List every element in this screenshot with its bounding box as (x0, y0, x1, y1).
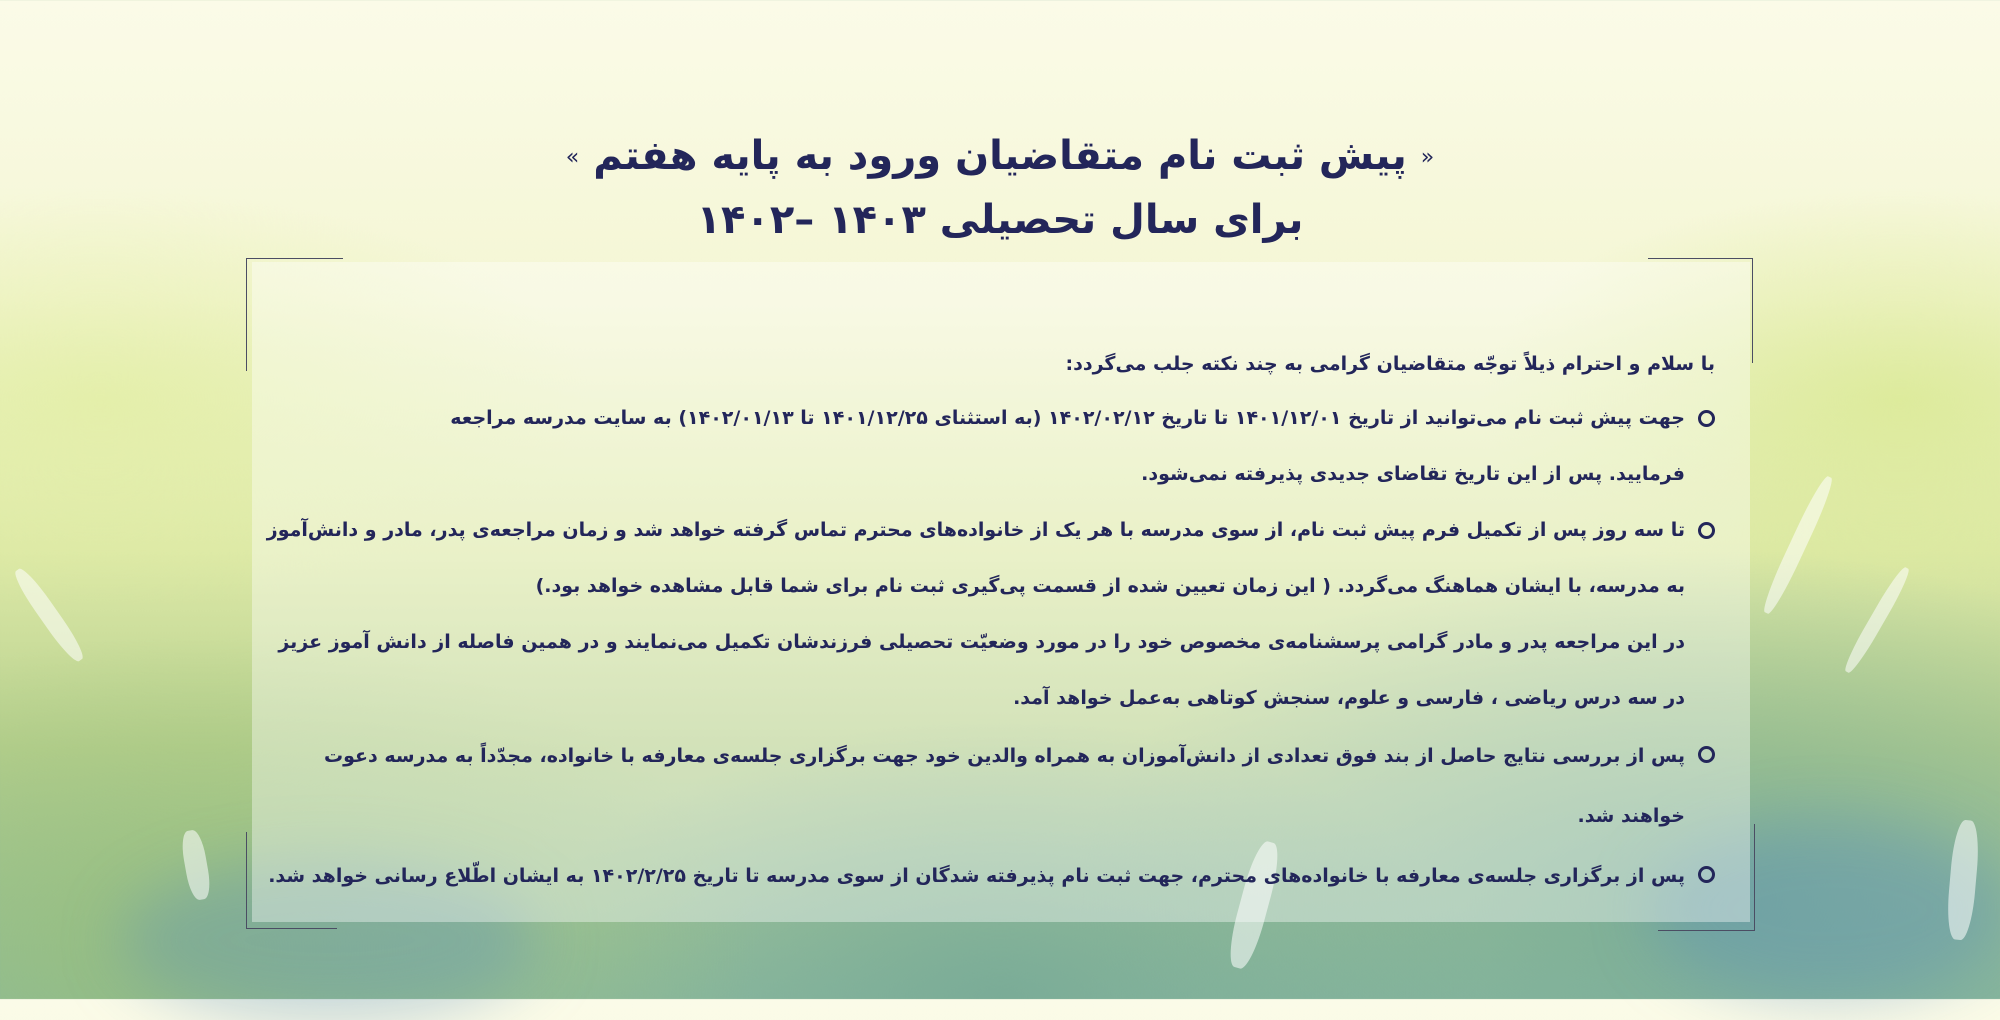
title-text-1: پیش ثبت نام متقاضیان ورود به پایه هفتم (593, 133, 1407, 179)
list-item-introduction-session (265, 726, 1715, 846)
item-line: تا سه روز پس از تکمیل فرم پیش ثبت نام، از سوی مدرسه با هر یک از خانواده‌های محترم تماس گرفته خواهد شد و زمان مراجعه‌ی پدر، مادر و دانش‌آموز (266, 519, 1685, 541)
list-item-registration-dates (265, 390, 1715, 502)
list-item-contact-and-visit (265, 502, 1715, 726)
item-line: به مدرسه، با ایشان هماهنگ می‌گردد. ( این زمان تعیین شده از قسمت پی‌گیری ثبت نام برای شما قابل مشاهده خواهد بود.) (535, 575, 1685, 597)
page-title (0, 125, 2000, 251)
item-line: پس از برگزاری جلسه‌ی معارفه با خانواده‌های محترم، جهت ثبت نام پذیرفته شدگان از سوی مدرسه تا تاریخ ۱۴۰۲/۲/۲۵ به ایشان اطّلاع رسانی خواهد شد. (268, 865, 1685, 887)
item-line: جهت پیش ثبت نام می‌توانید از تاریخ ۱۴۰۱/۱۲/۰۱ تا تاریخ ۱۴۰۲/۰۲/۱۲ (به استثنای ۱۴۰۱/۱۲/۲۵ تا ۱۴۰۲/۰۱/۱۳) به سایت مدرسه مراجعه (450, 407, 1685, 429)
item-line: پس از بررسی نتایج حاصل از بند فوق تعدادی از دانش‌آموزان به همراه والدین خود جهت برگزاری جلسه‌ی معارفه با خانواده، مجدّداً به مدرسه دعوت خواهند شد. (324, 745, 1685, 827)
title-line-1 (0, 125, 2000, 189)
notice-body (265, 338, 1715, 906)
brush-streak (10, 565, 88, 665)
title-line-2: برای سال تحصیلی ۱۴۰۳ –۱۴۰۲ (696, 197, 1304, 243)
item-line: فرمایید. پس از این تاریخ تقاضای جدیدی پذیرفته نمی‌شود. (1141, 463, 1685, 485)
bullet-circle-icon (1698, 746, 1715, 763)
brush-streak (1841, 565, 1913, 676)
list-item-final-notification (265, 846, 1715, 906)
brush-streak (1759, 474, 1837, 617)
bullet-circle-icon (1698, 866, 1715, 883)
bullet-circle-icon (1698, 522, 1715, 539)
item-line: در سه درس ریاضی ، فارسی و علوم، سنجش کوتاهی به‌عمل خواهد آمد. (1013, 687, 1685, 709)
item-line: در این مراجعه پدر و مادر گرامی پرسشنامه‌ی مخصوص خود را در مورد وضعیّت تحصیلی فرزندشان تکمیل می‌نمایند و در همین فاصله از دانش آموز عزیز (278, 631, 1685, 653)
bullet-circle-icon (1698, 410, 1715, 427)
close-quote: » (565, 145, 580, 170)
open-quote: « (1420, 145, 1435, 170)
intro-text: با سلام و احترام ذیلاً توجّه متقاضیان گرامی به چند نکته جلب می‌گردد: (1065, 353, 1715, 375)
